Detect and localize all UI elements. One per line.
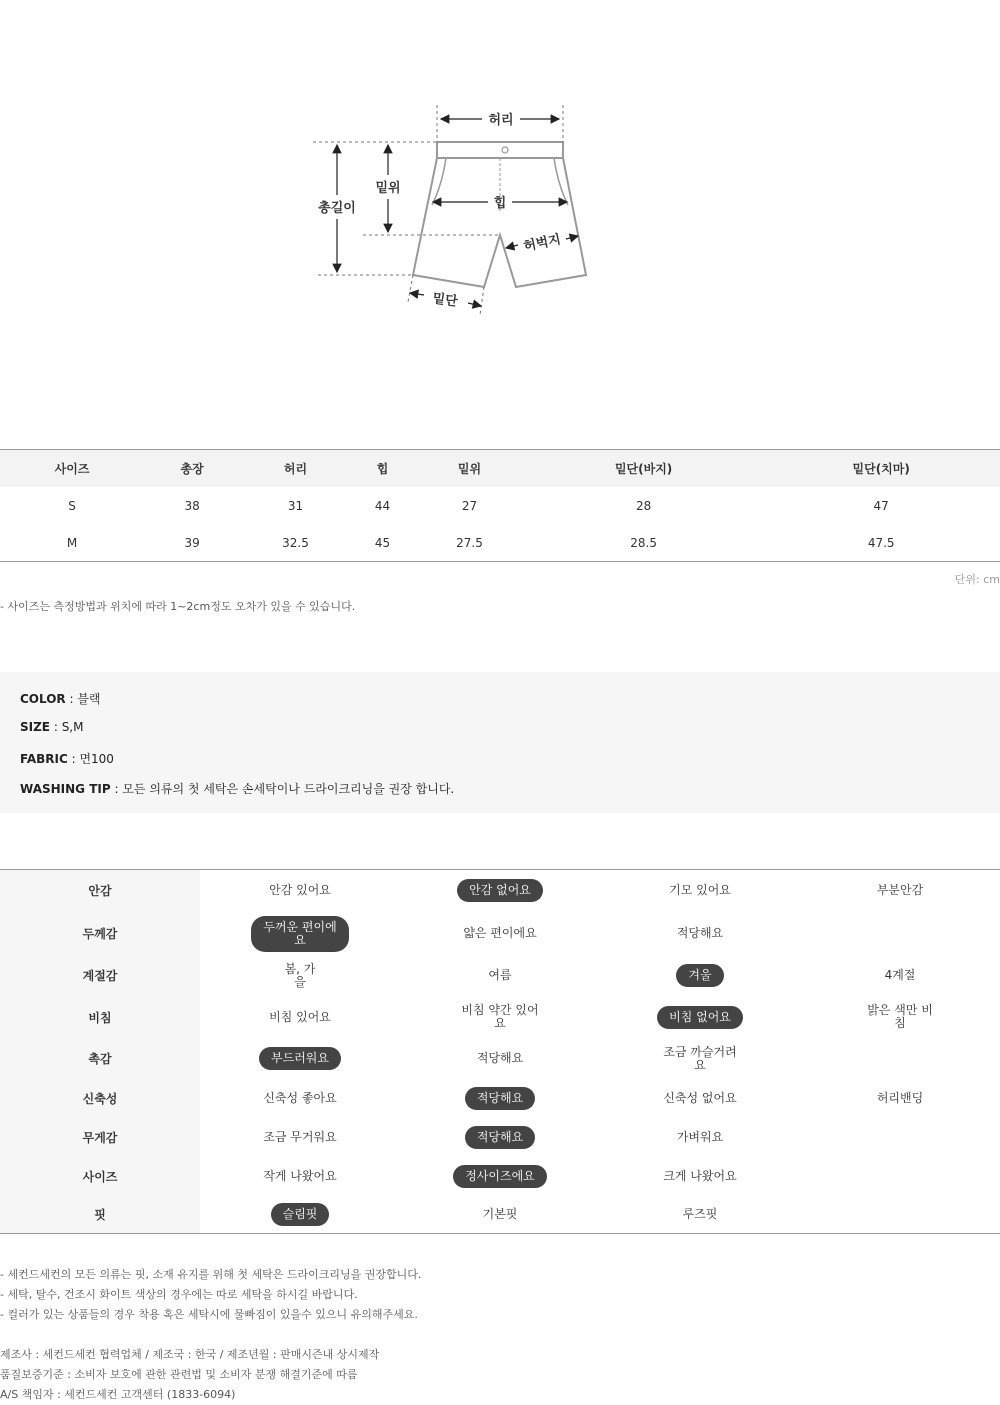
table-cell: M xyxy=(0,524,144,562)
feel-option: 비침 있어요 xyxy=(269,1009,331,1024)
feel-option xyxy=(896,1137,904,1141)
total-length-label: 총길이 xyxy=(318,201,356,216)
feel-option-selected: 겨울 xyxy=(676,964,723,987)
size-note: - 사이즈는 측정방법과 위치에 따라 1~2cm정도 오차가 있을 수 있습니다. xyxy=(0,600,356,613)
header-rise: 밑위 xyxy=(414,450,525,488)
feel-label: 사이즈 xyxy=(0,1157,200,1196)
size-row-s xyxy=(0,487,1000,524)
feel-row-size xyxy=(0,1157,1000,1196)
header-hem-pants: 밑단(바지) xyxy=(525,450,763,488)
feel-option: 기모 있어요 xyxy=(669,883,731,898)
care-note-3: - 컬러가 있는 상품들의 경우 착용 혹은 세탁시에 물빠짐이 있을수 있으니 유의해주세요. xyxy=(0,1308,418,1321)
feel-row-lining xyxy=(0,870,1000,912)
info-fabric-label: FABRIC xyxy=(20,752,68,766)
feel-label: 안감 xyxy=(0,870,200,912)
table-cell: 32.5 xyxy=(240,524,351,562)
info-color: COLOR : 블랙 xyxy=(20,692,101,706)
feel-option: 얇은 편이에요 xyxy=(463,926,537,940)
feel-option-selected: 안감 없어요 xyxy=(457,879,543,902)
info-washing: WASHING TIP : 모든 의류의 첫 세탁은 손세탁이나 드라이크리닝을 권장 합니다. xyxy=(20,782,455,796)
feel-option: 봄, 가을 xyxy=(284,961,316,989)
feel-label: 무게감 xyxy=(0,1118,200,1157)
feel-option: 밝은 색만 비침 xyxy=(867,1003,933,1030)
feel-option: 신축성 좋아요 xyxy=(263,1090,337,1105)
header-hem-skirt: 밑단(치마) xyxy=(762,450,1000,488)
shorts-outline xyxy=(413,142,586,287)
table-cell: 47 xyxy=(873,498,889,513)
feel-row-weight xyxy=(0,1118,1000,1157)
table-cell: 45 xyxy=(351,524,414,562)
feel-label: 핏 xyxy=(0,1196,200,1234)
header-waist: 허리 xyxy=(240,450,351,488)
hip-label: 힙 xyxy=(493,196,507,211)
care-note-1: - 세컨드세컨의 모든 의류는 핏, 소재 유지를 위해 첫 세탁은 드라이크리닝을 권장합니다. xyxy=(0,1268,422,1281)
feel-row-sheerness xyxy=(0,996,1000,1039)
feel-option xyxy=(896,934,904,938)
info-washing-value: 모든 의류의 첫 세탁은 손세탁이나 드라이크리닝을 권장 합니다. xyxy=(122,782,455,796)
header-size: 사이즈 xyxy=(0,450,144,488)
info-size: SIZE : S,M xyxy=(20,720,84,734)
info-fabric: FABRIC : 면100 xyxy=(20,752,114,766)
table-cell: S xyxy=(68,498,76,513)
feel-option xyxy=(896,1214,904,1218)
feel-option: 기본핏 xyxy=(482,1206,518,1221)
table-cell: 44 xyxy=(374,498,391,513)
table-cell: 47.5 xyxy=(762,524,1000,562)
feel-option-selected: 비침 없어요 xyxy=(657,1006,743,1029)
shorts-measurement-diagram xyxy=(300,95,600,325)
feel-option: 가벼워요 xyxy=(676,1129,724,1144)
rise-label: 밑위 xyxy=(375,181,401,196)
feel-option: 적당해요 xyxy=(676,926,724,940)
manufacturer-info: 제조사 : 세컨드세컨 협력업체 / 제조국 : 한국 / 제조년월 : 판매시즌내 상시제작 xyxy=(0,1348,380,1361)
feel-option: 안감 있어요 xyxy=(269,883,331,898)
hem-label: 밑단 xyxy=(431,291,459,310)
feel-option: 크게 나왔어요 xyxy=(663,1168,737,1183)
table-cell: 39 xyxy=(144,524,240,562)
feel-label: 촉감 xyxy=(0,1039,200,1079)
as-contact: A/S 책임자 : 세컨드세컨 고객센터 (1833-6094) xyxy=(0,1388,236,1401)
info-fabric-value: 면100 xyxy=(79,752,114,766)
feel-row-thickness xyxy=(0,912,1000,956)
feel-row-texture xyxy=(0,1039,1000,1079)
info-color-value: 블랙 xyxy=(77,692,101,706)
size-row-m xyxy=(0,524,1000,562)
feel-option-selected: 정사이즈에요 xyxy=(453,1165,547,1188)
info-size-value: S,M xyxy=(61,720,84,734)
feel-label: 비침 xyxy=(0,996,200,1039)
feel-option xyxy=(896,1059,904,1063)
feel-option: 조금 무거워요 xyxy=(263,1129,337,1144)
product-info-panel xyxy=(0,672,1000,813)
feel-option: 작게 나왔어요 xyxy=(263,1168,337,1183)
feel-option-selected: 두꺼운 편이에요 xyxy=(251,916,349,952)
feel-row-fit xyxy=(0,1196,1000,1234)
waist-label: 허리 xyxy=(488,113,514,128)
feel-option: 신축성 없어요 xyxy=(663,1090,737,1105)
care-note-2: - 세탁, 탈수, 건조시 화이트 색상의 경우에는 따로 세탁을 하시길 바랍니다. xyxy=(0,1288,358,1301)
measurement-arrows xyxy=(337,119,578,306)
feel-label: 두께감 xyxy=(0,912,200,956)
table-cell: 28.5 xyxy=(525,524,763,562)
feel-option xyxy=(896,1176,904,1180)
shorts-diagram-svg xyxy=(300,95,600,325)
feel-option: 루즈핏 xyxy=(682,1206,718,1221)
feel-option-selected: 적당해요 xyxy=(465,1087,535,1110)
feel-option: 허리밴딩 xyxy=(876,1090,924,1105)
table-cell: 31 xyxy=(287,498,304,513)
feel-option: 여름 xyxy=(488,968,512,982)
feel-label: 신축성 xyxy=(0,1079,200,1118)
feel-row-season xyxy=(0,956,1000,996)
table-cell: 38 xyxy=(184,498,200,513)
feel-label: 계절감 xyxy=(0,956,200,996)
feel-option: 부분안감 xyxy=(876,883,924,898)
feel-option: 조금 까슬거려요 xyxy=(663,1044,737,1072)
table-cell: 27.5 xyxy=(414,524,525,562)
feel-option-selected: 슬림핏 xyxy=(271,1203,330,1226)
thigh-label: 허벅지 xyxy=(522,232,563,255)
feel-option-selected: 부드러워요 xyxy=(259,1047,341,1070)
quality-standard: 품질보증기준 : 소비자 보호에 관한 관련법 및 소비자 분쟁 해결기준에 따름 xyxy=(0,1368,358,1381)
info-size-label: SIZE xyxy=(20,720,51,734)
header-hip: 힙 xyxy=(351,450,414,488)
feel-option-selected: 적당해요 xyxy=(465,1126,535,1149)
size-table xyxy=(0,449,1000,562)
feel-row-stretch xyxy=(0,1079,1000,1118)
feel-option: 적당해요 xyxy=(476,1051,524,1065)
table-cell: 28 xyxy=(635,498,652,513)
feel-option: 비침 약간 있어요 xyxy=(461,1003,539,1030)
info-washing-label: WASHING TIP xyxy=(20,782,111,796)
size-table-header xyxy=(0,450,1000,488)
size-unit: 단위: cm xyxy=(954,573,1000,586)
feel-option: 4계절 xyxy=(884,968,916,982)
fabric-feel-table xyxy=(0,869,1000,1234)
info-color-label: COLOR xyxy=(20,692,66,706)
header-total-length: 총장 xyxy=(144,450,240,488)
table-cell: 27 xyxy=(461,498,478,513)
